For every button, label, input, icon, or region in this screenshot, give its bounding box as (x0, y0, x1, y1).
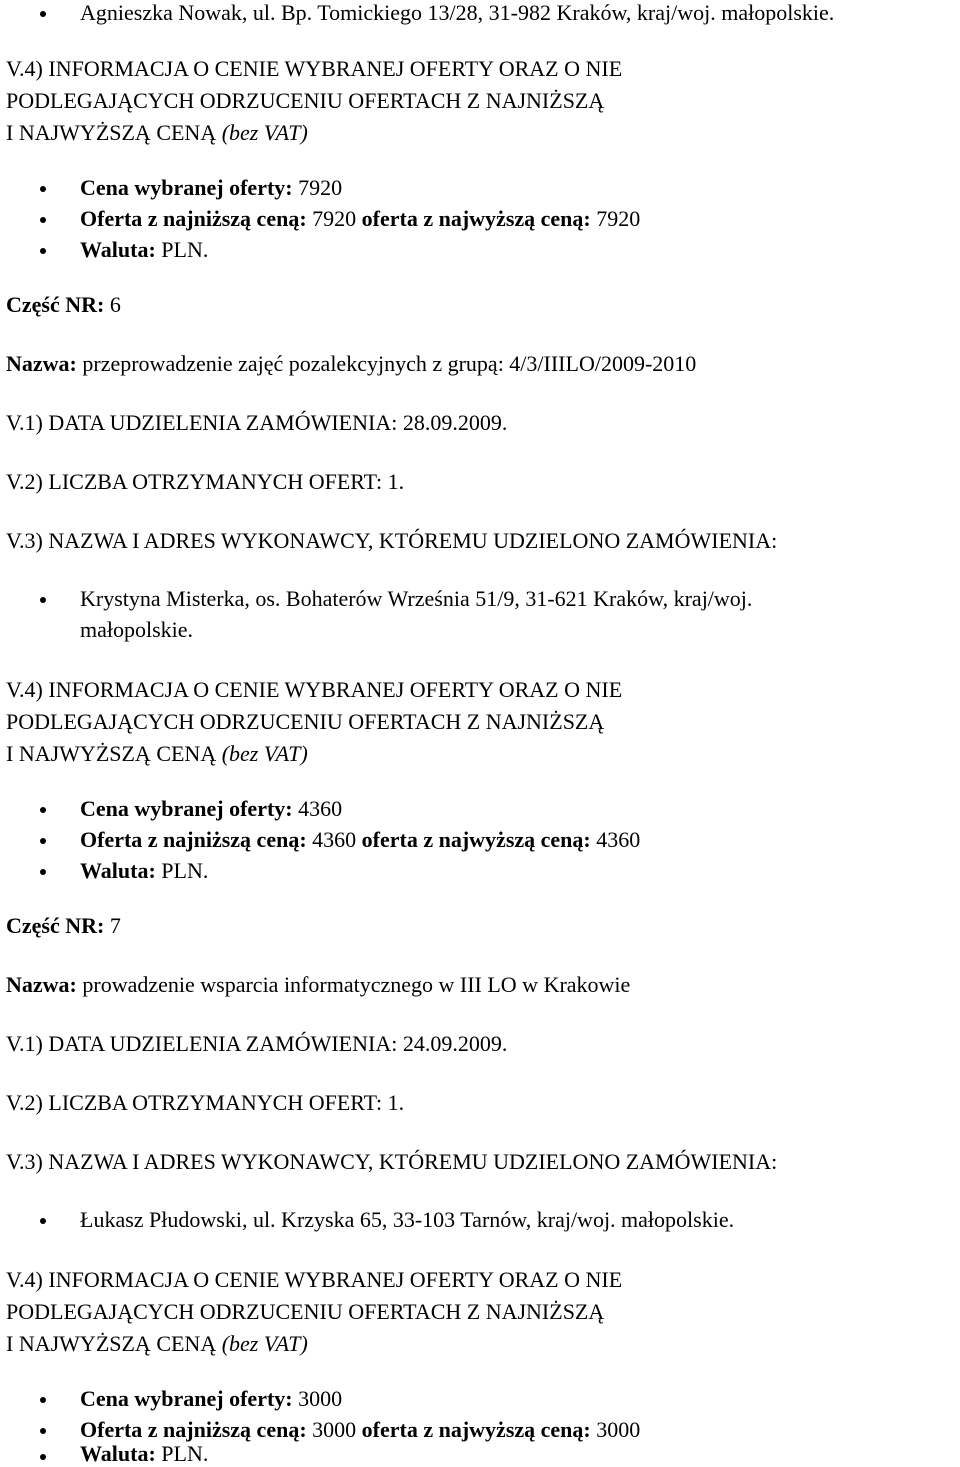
award-date: V.1) DATA UDZIELENIA ZAMÓWIENIA: 28.09.2009. (6, 410, 508, 435)
bullet (40, 838, 46, 844)
bullet (40, 869, 46, 875)
section-v4-heading-line1: V.4) INFORMACJA O CENIE WYBRANEJ OFERTY ORAZ O NIE (6, 1267, 623, 1292)
contractor-address-line1: Krystyna Misterka, os. Bohaterów Września 51/9, 31-621 Kraków, kraj/woj. (80, 586, 753, 611)
contractor-address: Agnieszka Nowak, ul. Bp. Tomickiego 13/28, 31-982 Kraków, kraj/woj. małopolskie. (80, 0, 835, 25)
part-name: Nazwa: przeprowadzenie zajęć pozalekcyjnych z grupą: 4/3/IIILO/2009-2010 (6, 351, 697, 376)
selected-offer-price: Cena wybranej oferty: 4360 (80, 796, 343, 821)
bullet (40, 597, 46, 603)
bullet (40, 807, 46, 813)
section-v4-heading-line2: PODLEGAJĄCYCH ODRZUCENIU OFERTACH Z NAJNIŻSZĄ (6, 709, 605, 734)
bullet (40, 1428, 46, 1434)
currency: Waluta: PLN. (80, 237, 209, 262)
selected-offer-price: Cena wybranej oferty: 7920 (80, 175, 343, 200)
bullet (40, 217, 46, 223)
section-v4-heading-line2: PODLEGAJĄCYCH ODRZUCENIU OFERTACH Z NAJNIŻSZĄ (6, 1299, 605, 1324)
section-v4-heading-line1: V.4) INFORMACJA O CENIE WYBRANEJ OFERTY ORAZ O NIE (6, 677, 623, 702)
contractor-heading: V.3) NAZWA I ADRES WYKONAWCY, KTÓREMU UDZIELONO ZAMÓWIENIA: (6, 528, 778, 553)
bullet (40, 248, 46, 254)
bullet (40, 1454, 46, 1460)
section-v4-heading-line3: I NAJWYŻSZĄ CENĄ (bez VAT) (6, 1331, 308, 1356)
section-v4-heading-line3: I NAJWYŻSZĄ CENĄ (bez VAT) (6, 120, 308, 145)
contractor-address-line2: małopolskie. (80, 617, 194, 642)
part-name: Nazwa: prowadzenie wsparcia informatycznego w III LO w Krakowie (6, 972, 631, 997)
section-v4-heading-line1: V.4) INFORMACJA O CENIE WYBRANEJ OFERTY ORAZ O NIE (6, 56, 623, 81)
bullet (40, 186, 46, 192)
part-number: Część NR: 7 (6, 913, 121, 938)
selected-offer-price: Cena wybranej oferty: 3000 (80, 1386, 343, 1411)
lowest-highest-price: Oferta z najniższą ceną: 7920 oferta z najwyższą ceną: 7920 (80, 206, 641, 231)
section-v4-heading-line3: I NAJWYŻSZĄ CENĄ (bez VAT) (6, 741, 308, 766)
contractor-heading: V.3) NAZWA I ADRES WYKONAWCY, KTÓREMU UDZIELONO ZAMÓWIENIA: (6, 1149, 778, 1174)
lowest-highest-price: Oferta z najniższą ceną: 3000 oferta z najwyższą ceną: 3000 (80, 1417, 641, 1442)
offers-count: V.2) LICZBA OTRZYMANYCH OFERT: 1. (6, 469, 405, 494)
bullet (40, 1218, 46, 1224)
section-v4-heading-line2: PODLEGAJĄCYCH ODRZUCENIU OFERTACH Z NAJNIŻSZĄ (6, 88, 605, 113)
contractor-address: Łukasz Płudowski, ul. Krzyska 65, 33-103 Tarnów, kraj/woj. małopolskie. (80, 1207, 735, 1232)
bullet (40, 1397, 46, 1403)
award-date: V.1) DATA UDZIELENIA ZAMÓWIENIA: 24.09.2009. (6, 1031, 508, 1056)
lowest-highest-price: Oferta z najniższą ceną: 4360 oferta z najwyższą ceną: 4360 (80, 827, 641, 852)
part-number: Część NR: 6 (6, 292, 121, 317)
bullet (40, 11, 46, 17)
currency: Waluta: PLN. (80, 858, 209, 883)
currency: Waluta: PLN. (80, 1441, 209, 1466)
offers-count: V.2) LICZBA OTRZYMANYCH OFERT: 1. (6, 1090, 405, 1115)
